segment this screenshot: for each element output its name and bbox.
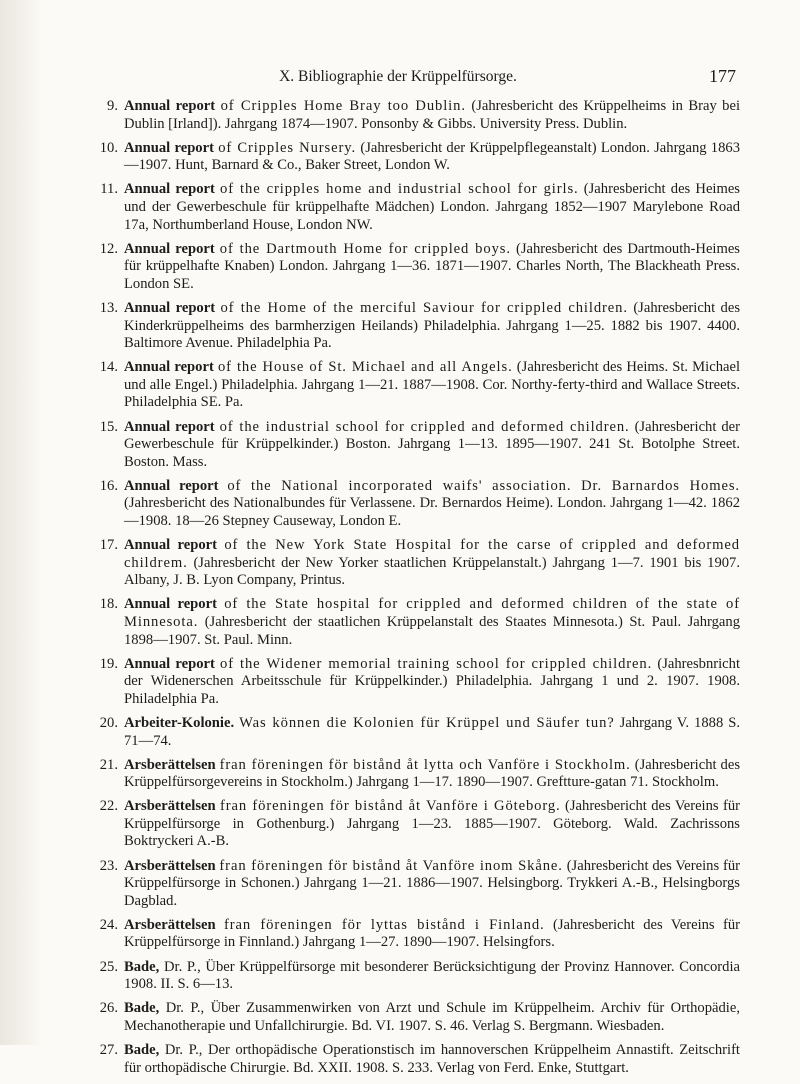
entry-title: fran föreningen för bistånd åt lytta och Vanföre i Stockholm. [219, 756, 631, 773]
entry-lead: Annual report [124, 181, 215, 198]
entry-number: 10. [99, 139, 118, 156]
entry-title: Was können die Kolonien für Krüppel und Säufer tun? [239, 714, 615, 731]
entry-lead: Arbeiter-Kolonie. [124, 714, 235, 731]
page-gutter-shadow [0, 0, 42, 1045]
entry-details: (Jahresbericht des Nationalbundes für Verlassene. Dr. Bernardos Heime). London. Jahrgang 1—42. 1862—1908. 18—26 Stepney Causeway, London E. [124, 495, 740, 529]
entry-details: (Jahresbericht des Kinderkrüppelheims des barmherzigen Heilands) Philadelphia. Jahrgang 1—25. 1882 bis 1907. 4400. Baltimore Avenue. Philadelphia Pa. [124, 299, 741, 352]
bibliography-entry [88, 1042, 740, 1077]
bibliography-entry [88, 181, 740, 234]
entry-number: 20. [99, 714, 118, 731]
entry-details: (Jahresbericht des Heimes und der Gewerbeschule für krüppelhafte Mädchen) London. Jahrgang 1852—1907 Marylebone Road 17a, Northumberland House, London NW. [124, 181, 740, 233]
entry-number: 18. [99, 596, 118, 613]
entry-lead: Arsberättelsen [124, 916, 216, 933]
entry-title: of the industrial school for crippled and deformed children. [219, 418, 630, 435]
entry-lead: Annual report [124, 477, 219, 494]
bibliography-entry [88, 596, 740, 649]
bibliography-entry [88, 419, 740, 472]
entry-lead: Bade, [124, 1000, 160, 1017]
entry-number: 17. [99, 537, 118, 554]
entry-details: Dr. P., Über Zusammenwirken von Arzt und Schule im Krüppelheim. Archiv für Orthopädie, Mechanotherapie und Unfallchirurgie. Bd. VI. 1907. S. 46. Verlag S. Bergmann. Wiesbaden. [124, 1000, 740, 1034]
entry-details: Dr. P., Über Krüppelfürsorge mit besonderer Berücksichtigung der Provinz Hannover. Concordia 1908. II. S. 6—13. [124, 958, 740, 993]
bibliography-entry [88, 858, 740, 911]
bibliography-entry [88, 757, 740, 792]
bibliography-entry [88, 478, 740, 531]
entry-details: (Jahresbericht des Vereins für Krüppelfürsorge in Finnland.) Jahrgang 1—27. 1890—1907. Helsingfors. [124, 916, 741, 951]
entry-lead: Annual report [124, 596, 217, 613]
entry-lead: Annual report [124, 359, 214, 376]
entry-details: (Jahresbericht der staatlichen Krüppelanstalt des Staates Minnesota.) St. Paul. Jahrgang 1898—1907. St. Paul. Minn. [124, 613, 740, 648]
entry-number: 23. [99, 857, 118, 874]
entry-number: 14. [99, 359, 118, 376]
entry-title: of the State hospital for crippled and deformed children of the state of Minnesota. [124, 596, 740, 630]
entry-lead: Annual report [124, 537, 217, 554]
entry-title: fran föreningen för bistånd åt Vanföre inom Skåne. [219, 857, 563, 874]
entry-title: fran föreningen för lyttas bistånd i Finland. [223, 916, 545, 933]
entry-details: (Jahresbericht des Dartmouth-Heimes für krüppelhafte Knaben) London. Jahrgang 1—36. 1871—1907. Charles North, The Blackheath Press. London SE. [124, 240, 740, 292]
bibliography-entry [88, 98, 740, 133]
entry-number: 26. [99, 1000, 118, 1017]
entry-title: of Cripples Nursery. [218, 139, 357, 156]
entry-lead: Arsberättelsen [124, 756, 216, 773]
entry-number: 12. [99, 240, 118, 257]
entry-number: 15. [99, 418, 118, 435]
entry-details: (Jahresbericht des Heims. St. Michael und alle Engel.) Philadelphia. Jahrgang 1—21. 1887—1908. Cor. Northy-ferty-third and Wallace Streets. Philadelphia SE. Pa. [124, 359, 740, 411]
entry-details: Dr. P., Der orthopädische Operationstisch im hannoverschen Krüppelheim Annastift. Zeitschrift für orthopädische Chirurgie. Bd. XXII. 1908. S. 233. Verlag von Ferd. Enke, Stuttgart. [124, 1041, 740, 1076]
entry-details: (Jahresbericht der New Yorker staatlichen Krüppelanstalt.) Jahrgang 1—7. 1901 bis 1907. Albany, J. B. Lyon Company, Printus. [124, 554, 740, 589]
page-header [96, 66, 736, 88]
entry-details: (Jahresbericht der Gewerbeschule für Krüppelkinder.) Boston. Jahrgang 1—13. 1895—1907. 241 St. Botolphe Street. Boston. Mass. [124, 418, 740, 470]
entry-lead: Annual report [124, 655, 215, 672]
entry-details: (Jahresbericht des Vereins für Krüppelfürsorge in Schonen.) Jahrgang 1—21. 1886—1907. Helsingborg. Trykkeri A.-B., Helsingborgs Dagblad. [124, 857, 740, 909]
entry-lead: Annual report [124, 418, 215, 435]
entry-title: of the National incorporated waifs' association. Dr. Barnardos Homes. [227, 477, 740, 494]
bibliography-entry [88, 917, 740, 952]
entry-lead: Annual report [124, 98, 216, 114]
bibliography-entry [88, 140, 740, 175]
entry-lead: Arsberättelsen [124, 857, 216, 874]
bibliography-entry [88, 715, 740, 750]
bibliography-entry [88, 537, 740, 590]
bibliography-entry [88, 959, 740, 994]
entry-details: (Jahresbericht der Krüppelpflegeanstalt) London. Jahrgang 1863—1907. Hunt, Barnard & Co., Baker Street, London W. [124, 139, 740, 174]
entry-number: 21. [99, 756, 118, 773]
bibliography-entry [88, 241, 740, 294]
running-head: X. Bibliographie der Krüppelfürsorge. [279, 68, 517, 85]
entry-lead: Annual report [124, 240, 215, 257]
bibliography-entry [88, 1000, 740, 1035]
entry-title: fran föreningen för bistånd åt Vanföre i Göteborg. [219, 798, 561, 815]
entry-number: 19. [99, 655, 118, 672]
entry-details: (Jahresbnricht der Widenerschen Arbeitsschule für Krüppelkinder.) Philadelphia. Jahrgang 1 und 2. 1907. 1908. Philadelphia Pa. [124, 655, 741, 707]
entry-title: of the Widener memorial training school for crippled children. [220, 655, 653, 672]
entry-title: of the Home of the merciful Saviour for crippled children. [220, 299, 628, 316]
entry-lead: Annual report [124, 299, 216, 316]
entry-title: of the Dartmouth Home for crippled boys. [219, 240, 511, 257]
entry-number: 27. [99, 1041, 118, 1058]
entry-details: (Jahresbericht des Krüppelheims in Bray bei Dublin [Irland]). Jahrgang 1874—1907. Ponsonby & Gibbs. University Press. Dublin. [124, 98, 741, 132]
bibliography-list [88, 98, 740, 1084]
bibliography-entry [88, 359, 740, 412]
entry-title: of the cripples home and industrial school for girls. [220, 181, 579, 198]
entry-lead: Bade, [124, 1041, 160, 1058]
entry-lead: Bade, [124, 958, 160, 975]
entry-title: of the House of St. Michael and all Angels. [217, 359, 513, 376]
entry-number: 11. [100, 181, 118, 198]
entry-details: Jahrgang V. 1888 S. 71—74. [124, 714, 740, 749]
bibliography-entry [88, 798, 740, 851]
entry-number: 24. [99, 916, 118, 933]
entry-number: 22. [99, 798, 118, 815]
page-number: 177 [709, 66, 736, 86]
entry-details: (Jahresbericht des Vereins für Krüppelfürsorge in Gothenburg.) Jahrgang 1—23. 1885—1907. Göteborg. Wald. Zachrissons Boktryckeri A.-B. [124, 798, 740, 850]
entry-lead: Arsberättelsen [124, 798, 216, 815]
entry-lead: Annual report [124, 139, 214, 156]
entry-details: (Jahresbericht des Krüppelfürsorgevereins in Stockholm.) Jahrgang 1—17. 1890—1907. Greftture-gatan 71. Stockholm. [124, 756, 741, 791]
entry-title: of Cripples Home Bray too Dublin. [220, 98, 466, 114]
bibliography-entry [88, 300, 740, 353]
entry-number: 16. [99, 477, 118, 494]
entry-title: of the New York State Hospital for the carse of crippled and deformed childrem. [124, 537, 740, 571]
bibliography-entry [88, 656, 740, 709]
entry-number: 25. [99, 958, 118, 975]
entry-number: 9. [107, 98, 118, 114]
entry-number: 13. [99, 299, 118, 316]
